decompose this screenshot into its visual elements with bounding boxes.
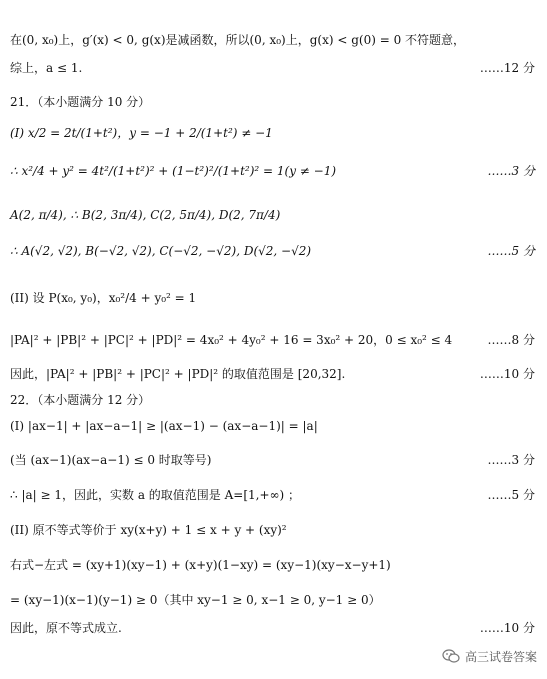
text-line-9: |PA|² + |PB|² + |PC|² + |PD|² = 4x₀² + 4y₀² + 16 = 3x₀² + 20，0 ≤ x₀² ≤ 4 ……8 分 [10,333,535,347]
wechat-icon [442,649,460,664]
text-line-5: ∴ x²/4 + y² = 4t²/(1+t²)² + (1−t²)²/(1+t²)² = 1(y ≠ −1) ……3 分 [10,164,535,178]
text-line-15: (II) 原不等式等价于 xy(x+y) + 1 ≤ x + y + (xy)² [10,523,287,537]
watermark-text: 高三试卷答案 [464,650,537,664]
question-21-heading: 21．（本小题满分 10 分） [10,95,151,109]
text-line-16: 右式−左式 = (xy+1)(xy−1) + (x+y)(1−xy) = (xy−1)(xy−x−y+1) [10,558,391,572]
text-line-12: (I) |ax−1| + |ax−a−1| ≥ |(ax−1) − (ax−a−1)| = |a| [10,419,318,433]
text-line-10: 因此，|PA|² + |PB|² + |PC|² + |PD|² 的取值范围是 [20,32]. ……10 分 [10,367,535,381]
text-line-7: ∴ A(√2, √2), B(−√2, √2), C(−√2, −√2), D(√2, −√2) ……5 分 [10,244,535,258]
text-line-4: (I) x/2 = 2t/(1+t²)，y = −1 + 2/(1+t²) ≠ −1 [10,126,273,140]
text-line-18: 因此，原不等式成立. ……10 分 [10,621,535,635]
text-line-1: 在(0, x₀)上，g′(x) < 0, g(x)是减函数，所以(0, x₀)上，g(x) < g(0) = 0 不符题意， [10,33,466,47]
text-line-14: ∴ |a| ≥ 1，因此，实数 a 的取值范围是 A=[1,+∞) ； ……5 分 [10,488,535,502]
question-22-heading: 22．（本小题满分 12 分） [10,393,151,407]
text-line-13: (当 (ax−1)(ax−a−1) ≤ 0 时取等号) ……3 分 [10,453,535,467]
text-line-17: = (xy−1)(x−1)(y−1) ≥ 0（其中 xy−1 ≥ 0, x−1 ≥ 0, y−1 ≥ 0） [10,593,381,607]
text-line-6: A(2, π/4), ∴ B(2, 3π/4), C(2, 5π/4), D(2, 7π/4) [10,208,281,222]
watermark [442,648,537,665]
text-line-2: 综上，a ≤ 1. ……12 分 [10,61,535,75]
text-line-8: (II) 设 P(x₀, y₀)，x₀²/4 + y₀² = 1 [10,291,197,305]
